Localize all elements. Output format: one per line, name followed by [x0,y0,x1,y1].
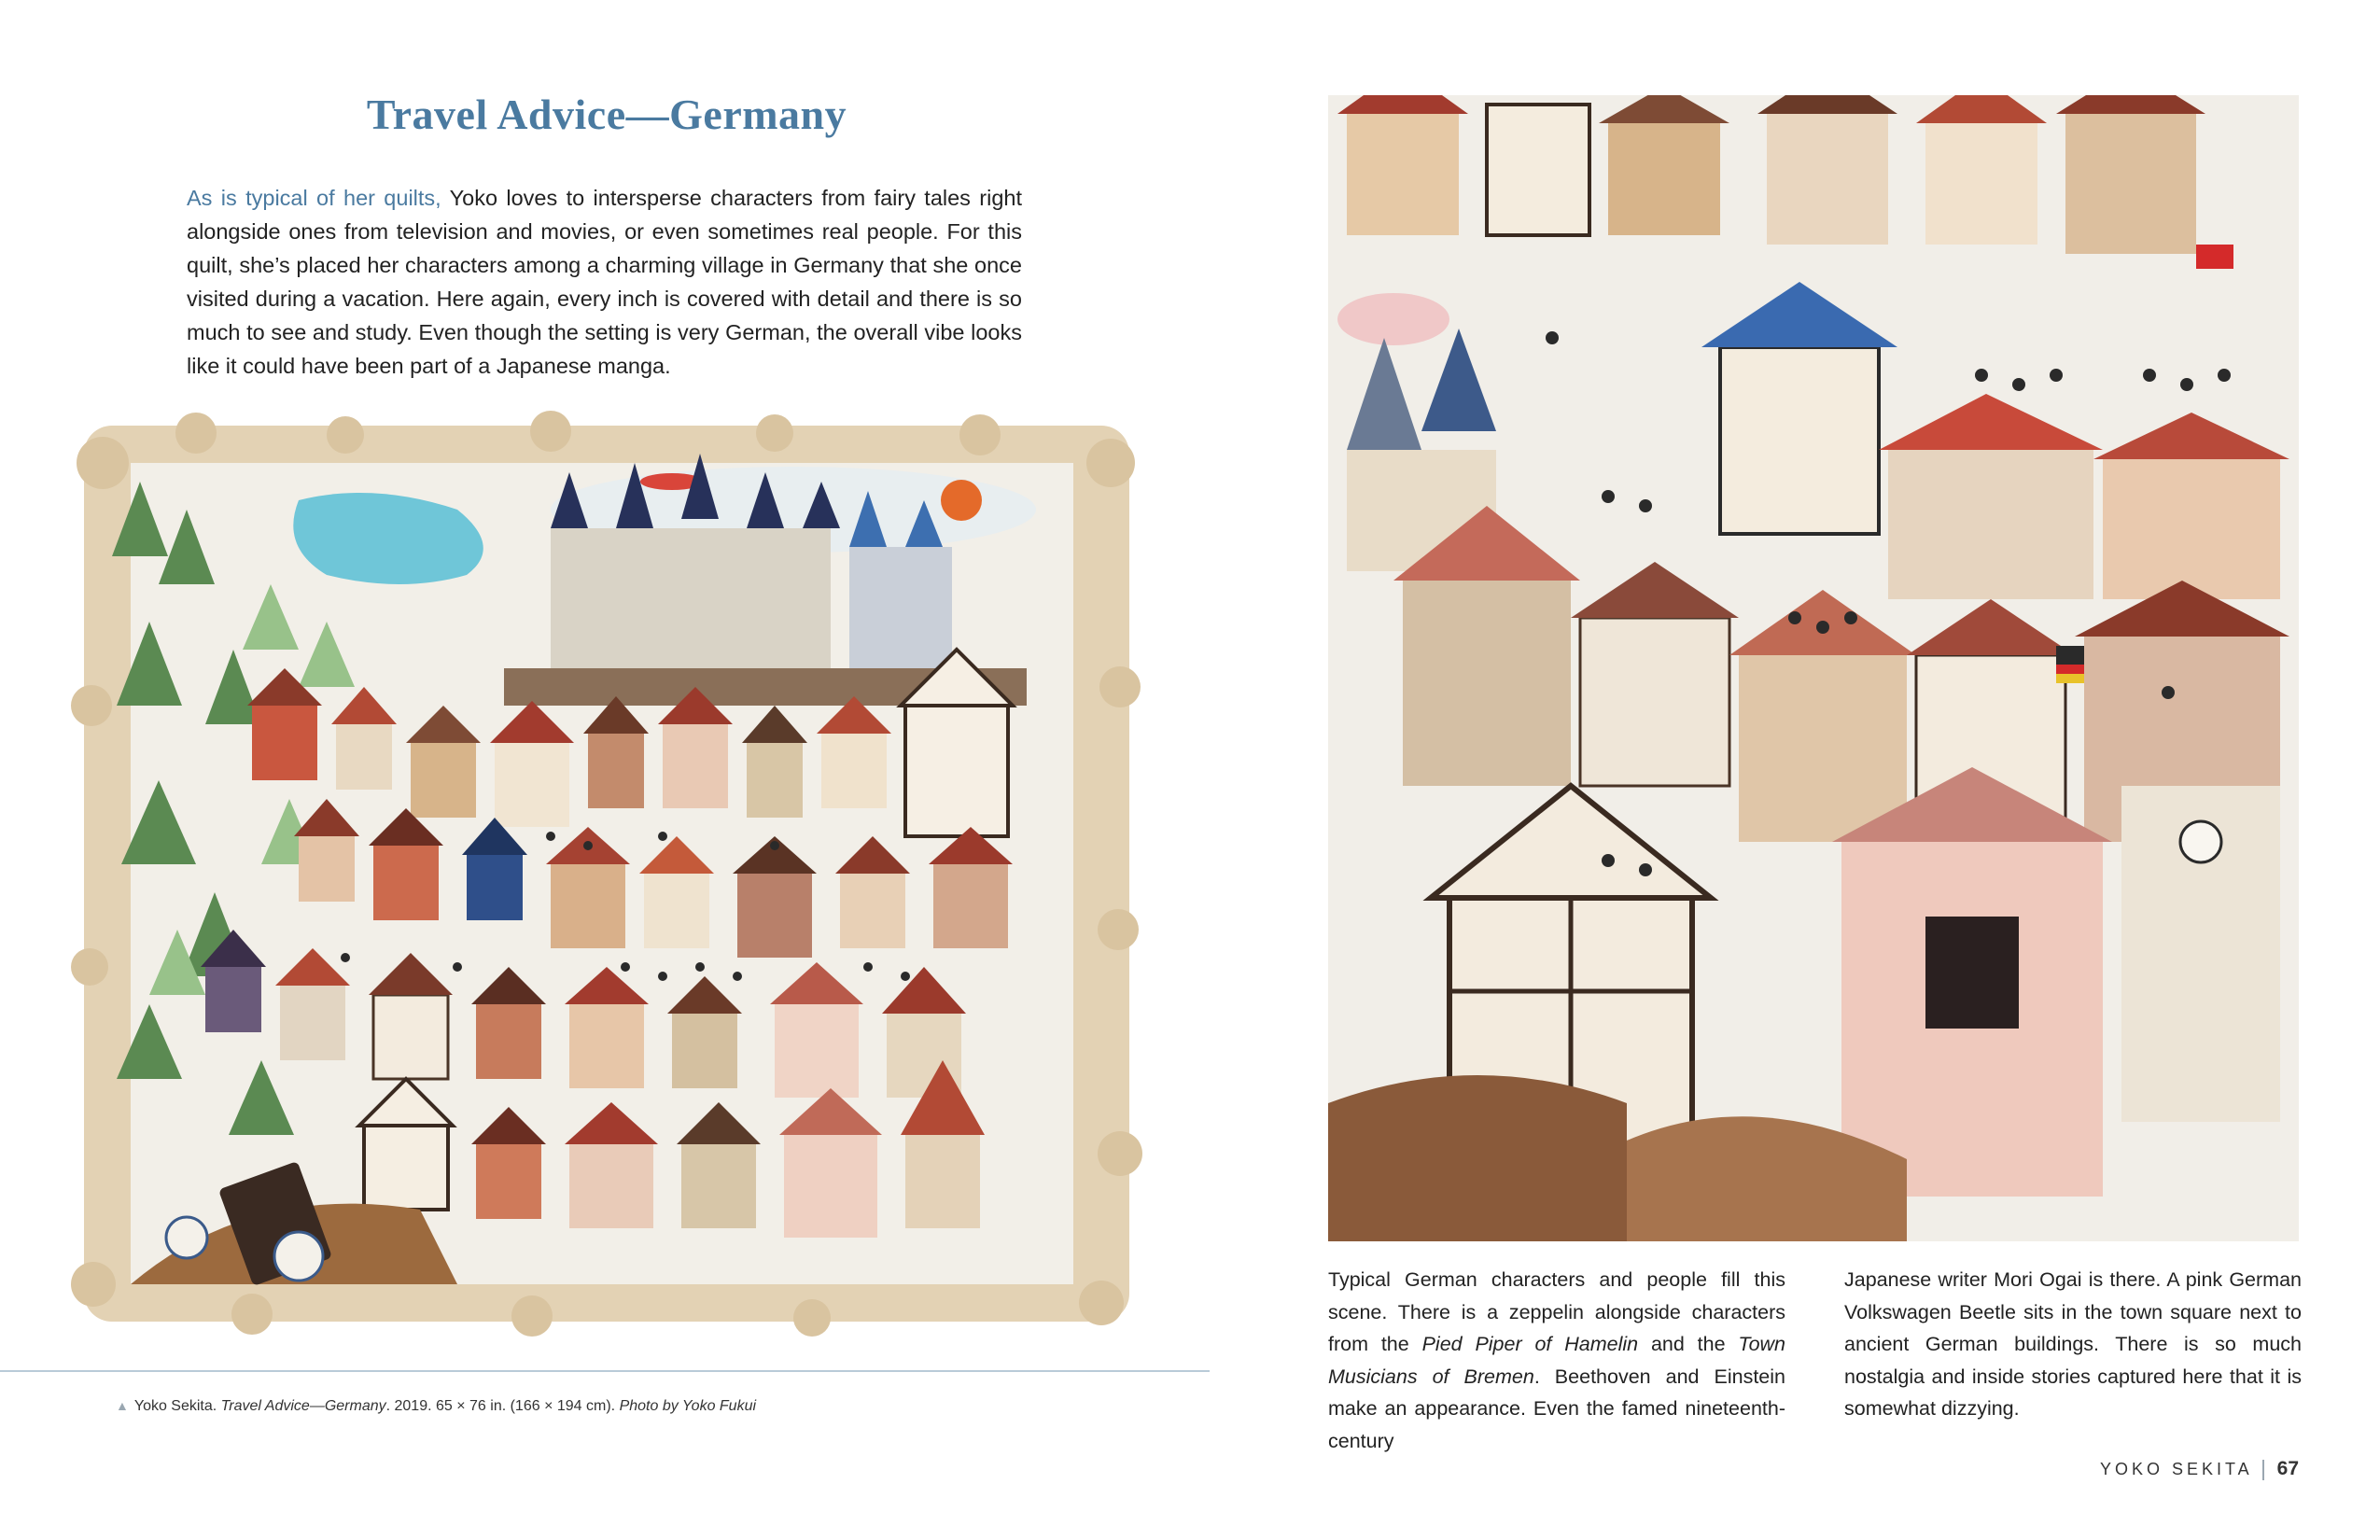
detail-caption-column-2: Japanese writer Mori Ogai is there. A pink German Volkswagen Beetle sits in the town square next to ancient German buildings. There is so much nostalgia and inside stories captured here that it is somewhat dizzying. [1844,1268,2302,1420]
caption-artist: Yoko Sekita. [133,1398,217,1414]
page-footer [2100,1458,2299,1480]
detail-caption-column-1 [1328,1264,1785,1457]
caption-credit: Photo by Yoko Fukui [619,1398,757,1414]
intro-lead: As is typical of her quilts, [187,186,441,210]
quilt-detail-image [1328,95,2299,1241]
quilt-detail-illustration [1328,95,2299,1241]
quilt-full-image [65,407,1148,1340]
page-title: Travel Advice—Germany [366,91,847,138]
caption-col1-part1: Typical German characters and people fill this scene. There is a zeppelin alongside characters from the [1328,1268,1785,1355]
caption-col1-part3: . Beethoven and Einstein make an appearance. Even the famed nineteenth-century [1328,1365,1786,1452]
quilt-caption [116,1398,1142,1415]
folio-divider [2262,1460,2264,1480]
triangle-marker-icon: ▲ [116,1398,129,1413]
caption-col1-italic1: Pied Piper of Hamelin [1421,1333,1639,1355]
quilt-illustration [65,407,1148,1340]
caption-rule [0,1370,1210,1372]
running-head: YOKO SEKITA [2099,1460,2253,1478]
caption-work-title: Travel Advice—Germany [220,1398,386,1414]
caption-col1-italic2: Town Musicians of Bremen [1328,1333,1786,1388]
intro-body: Yoko loves to intersperse characters from fairy tales right alongside ones from television and movies, or even sometimes real people. For this quilt, she’s placed her characters among a charming village in Germany that she once visited during a vacation. Here again, every inch is covered with detail and there is so much to see and study. Even though the setting is very German, the overall vibe looks like it could have been part of a Japanese manga. [187,186,1022,378]
page-number: 67 [2276,1458,2299,1479]
intro-paragraph [187,181,1022,383]
caption-col1-part2: and the [1650,1333,1726,1355]
caption-details: . 2019. 65 × 76 in. (166 × 194 cm). [385,1398,616,1414]
